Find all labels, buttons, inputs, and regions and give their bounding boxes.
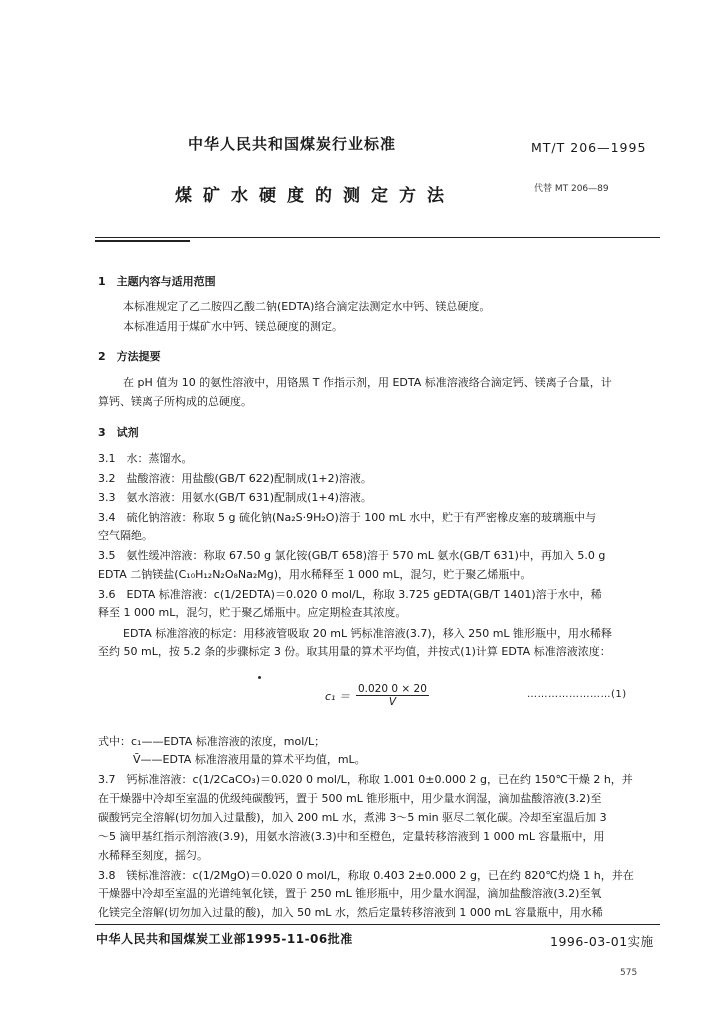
standard-code: MT/T 206—1995 (531, 140, 647, 155)
item-3-7-line-4: ～5 滴甲基红指示剂溶液(3.9)，用氨水溶液(3.3)中和至橙色，定量转移溶液到 1 000 mL 容量瓶中，用 (98, 830, 605, 843)
formula-1 (325, 683, 429, 708)
header-divider (95, 237, 660, 238)
item-3-7-line-1: 3.7 钙标准溶液：c(1/2CaCO₃)＝0.020 0 mol/L，称取 1.001 0±0.000 2 g，已在约 150℃干燥 2 h，并 (98, 773, 633, 786)
effective-date: 1996-03-01实施 (550, 934, 654, 949)
section-3-heading: 3 试剂 (98, 426, 139, 439)
replaces-note: 代替 MT 206—89 (534, 184, 609, 194)
formula-number: ……………………(1) (527, 689, 627, 700)
item-3-5-line-1: 3.5 氨性缓冲溶液：称取 67.50 g 氯化铵(GB/T 658)溶于 570 mL 氨水(GB/T 631)中，再加入 5.0 g (98, 549, 606, 562)
section-2-para-line-2: 算钙、镁离子所构成的总硬度。 (98, 395, 252, 408)
scan-speck (258, 676, 261, 679)
page-number: 575 (620, 968, 638, 978)
formula-lhs: c₁ ＝ (325, 689, 350, 703)
formula-numerator: 0.020 0 × 20 (357, 683, 427, 695)
item-3-3: 3.3 氨水溶液：用氨水(GB/T 631)配制成(1+4)溶液。 (98, 491, 372, 504)
approval-statement: 中华人民共和国煤炭工业部1995-11-06批准 (96, 932, 353, 946)
item-3-4-line-1: 3.4 硫化钠溶液：称取 5 g 硫化钠(Na₂S·9H₂O)溶于 100 mL 水中，贮于有严密橡皮塞的玻璃瓶中与 (98, 511, 597, 524)
section-1-para-2: 本标准适用于煤矿水中钙、镁总硬度的测定。 (123, 320, 343, 333)
item-3-7-line-5: 水稀释至刻度，摇匀。 (98, 849, 208, 862)
section-1-para-1: 本标准规定了乙二胺四乙酸二钠(EDTA)络合滴定法测定水中钙、镁总硬度。 (123, 300, 491, 313)
item-3-5-line-2: EDTA 二钠镁盐(C₁₀H₁₂N₂O₈Na₂Mg)，用水稀释至 1 000 mL，混匀，贮于聚乙烯瓶中。 (98, 568, 532, 581)
calibration-line-2: 至约 50 mL，按 5.2 条的步骤标定 3 份。取其用量的算术平均值，并按式(1)计算 EDTA 标准溶液浓度： (98, 645, 611, 658)
item-3-2: 3.2 盐酸溶液：用盐酸(GB/T 622)配制成(1+2)溶液。 (98, 472, 372, 485)
footer-divider (95, 924, 660, 925)
section-2-para-line-1: 在 pH 值为 10 的氨性溶液中，用铬黑 T 作指示剂，用 EDTA 标准溶液络合滴定钙、镁离子合量，计 (123, 376, 612, 389)
header-divider-accent (95, 240, 190, 242)
item-3-8-line-1: 3.8 镁标准溶液：c(1/2MgO)＝0.020 0 mol/L，称取 0.403 2±0.000 2 g，已在约 820℃灼烧 1 h，并在 (98, 869, 634, 882)
item-3-8-line-2: 干燥器中冷却至室温的光谱纯氧化镁，置于 250 mL 锥形瓶中，用少量水润湿，滴加盐酸溶液(3.2)至氧 (98, 887, 602, 900)
item-3-1: 3.1 水：蒸馏水。 (98, 452, 193, 465)
formula-denominator: V (388, 696, 397, 708)
document-title: 煤矿水硬度的测定方法 (175, 186, 455, 206)
section-2-heading: 2 方法提要 (98, 350, 161, 363)
section-1-heading: 1 主题内容与适用范围 (98, 275, 216, 288)
item-3-6-line-2: 释至 1 000 mL，混匀，贮于聚乙烯瓶中。应定期检查其浓度。 (98, 606, 407, 619)
standard-org-title: 中华人民共和国煤炭行业标准 (188, 135, 397, 153)
where-line-1: 式中：c₁——EDTA 标准溶液的浓度，mol/L； (98, 735, 326, 748)
item-3-6-line-1: 3.6 EDTA 标准溶液：c(1/2EDTA)＝0.020 0 mol/L，称取 3.725 gEDTA(GB/T 1401)溶于水中，稀 (98, 588, 602, 601)
item-3-7-line-2: 在干燥器中冷却至室温的优级纯碳酸钙，置于 500 mL 锥形瓶中，用少量水润湿，滴加盐酸溶液(3.2)至 (98, 792, 602, 805)
calibration-line-1: EDTA 标准溶液的标定：用移液管吸取 20 mL 钙标准溶液(3.7)，移入 250 mL 锥形瓶中，用水稀释 (123, 627, 613, 640)
item-3-4-line-2: 空气隔绝。 (98, 529, 153, 542)
where-line-2: V̄——EDTA 标准溶液用量的算术平均值，mL。 (133, 753, 366, 766)
item-3-8-line-3: 化镁完全溶解(切勿加入过量的酸)，加入 50 mL 水，然后定量转移溶液到 1 000 mL 容量瓶中，用水稀 (98, 906, 603, 919)
formula-fraction (356, 683, 429, 708)
item-3-7-line-3: 碳酸钙完全溶解(切勿加入过量酸)，加入 200 mL 水，煮沸 3～5 min 驱尽二氧化碳。冷却至室温后加 3 (98, 811, 607, 824)
